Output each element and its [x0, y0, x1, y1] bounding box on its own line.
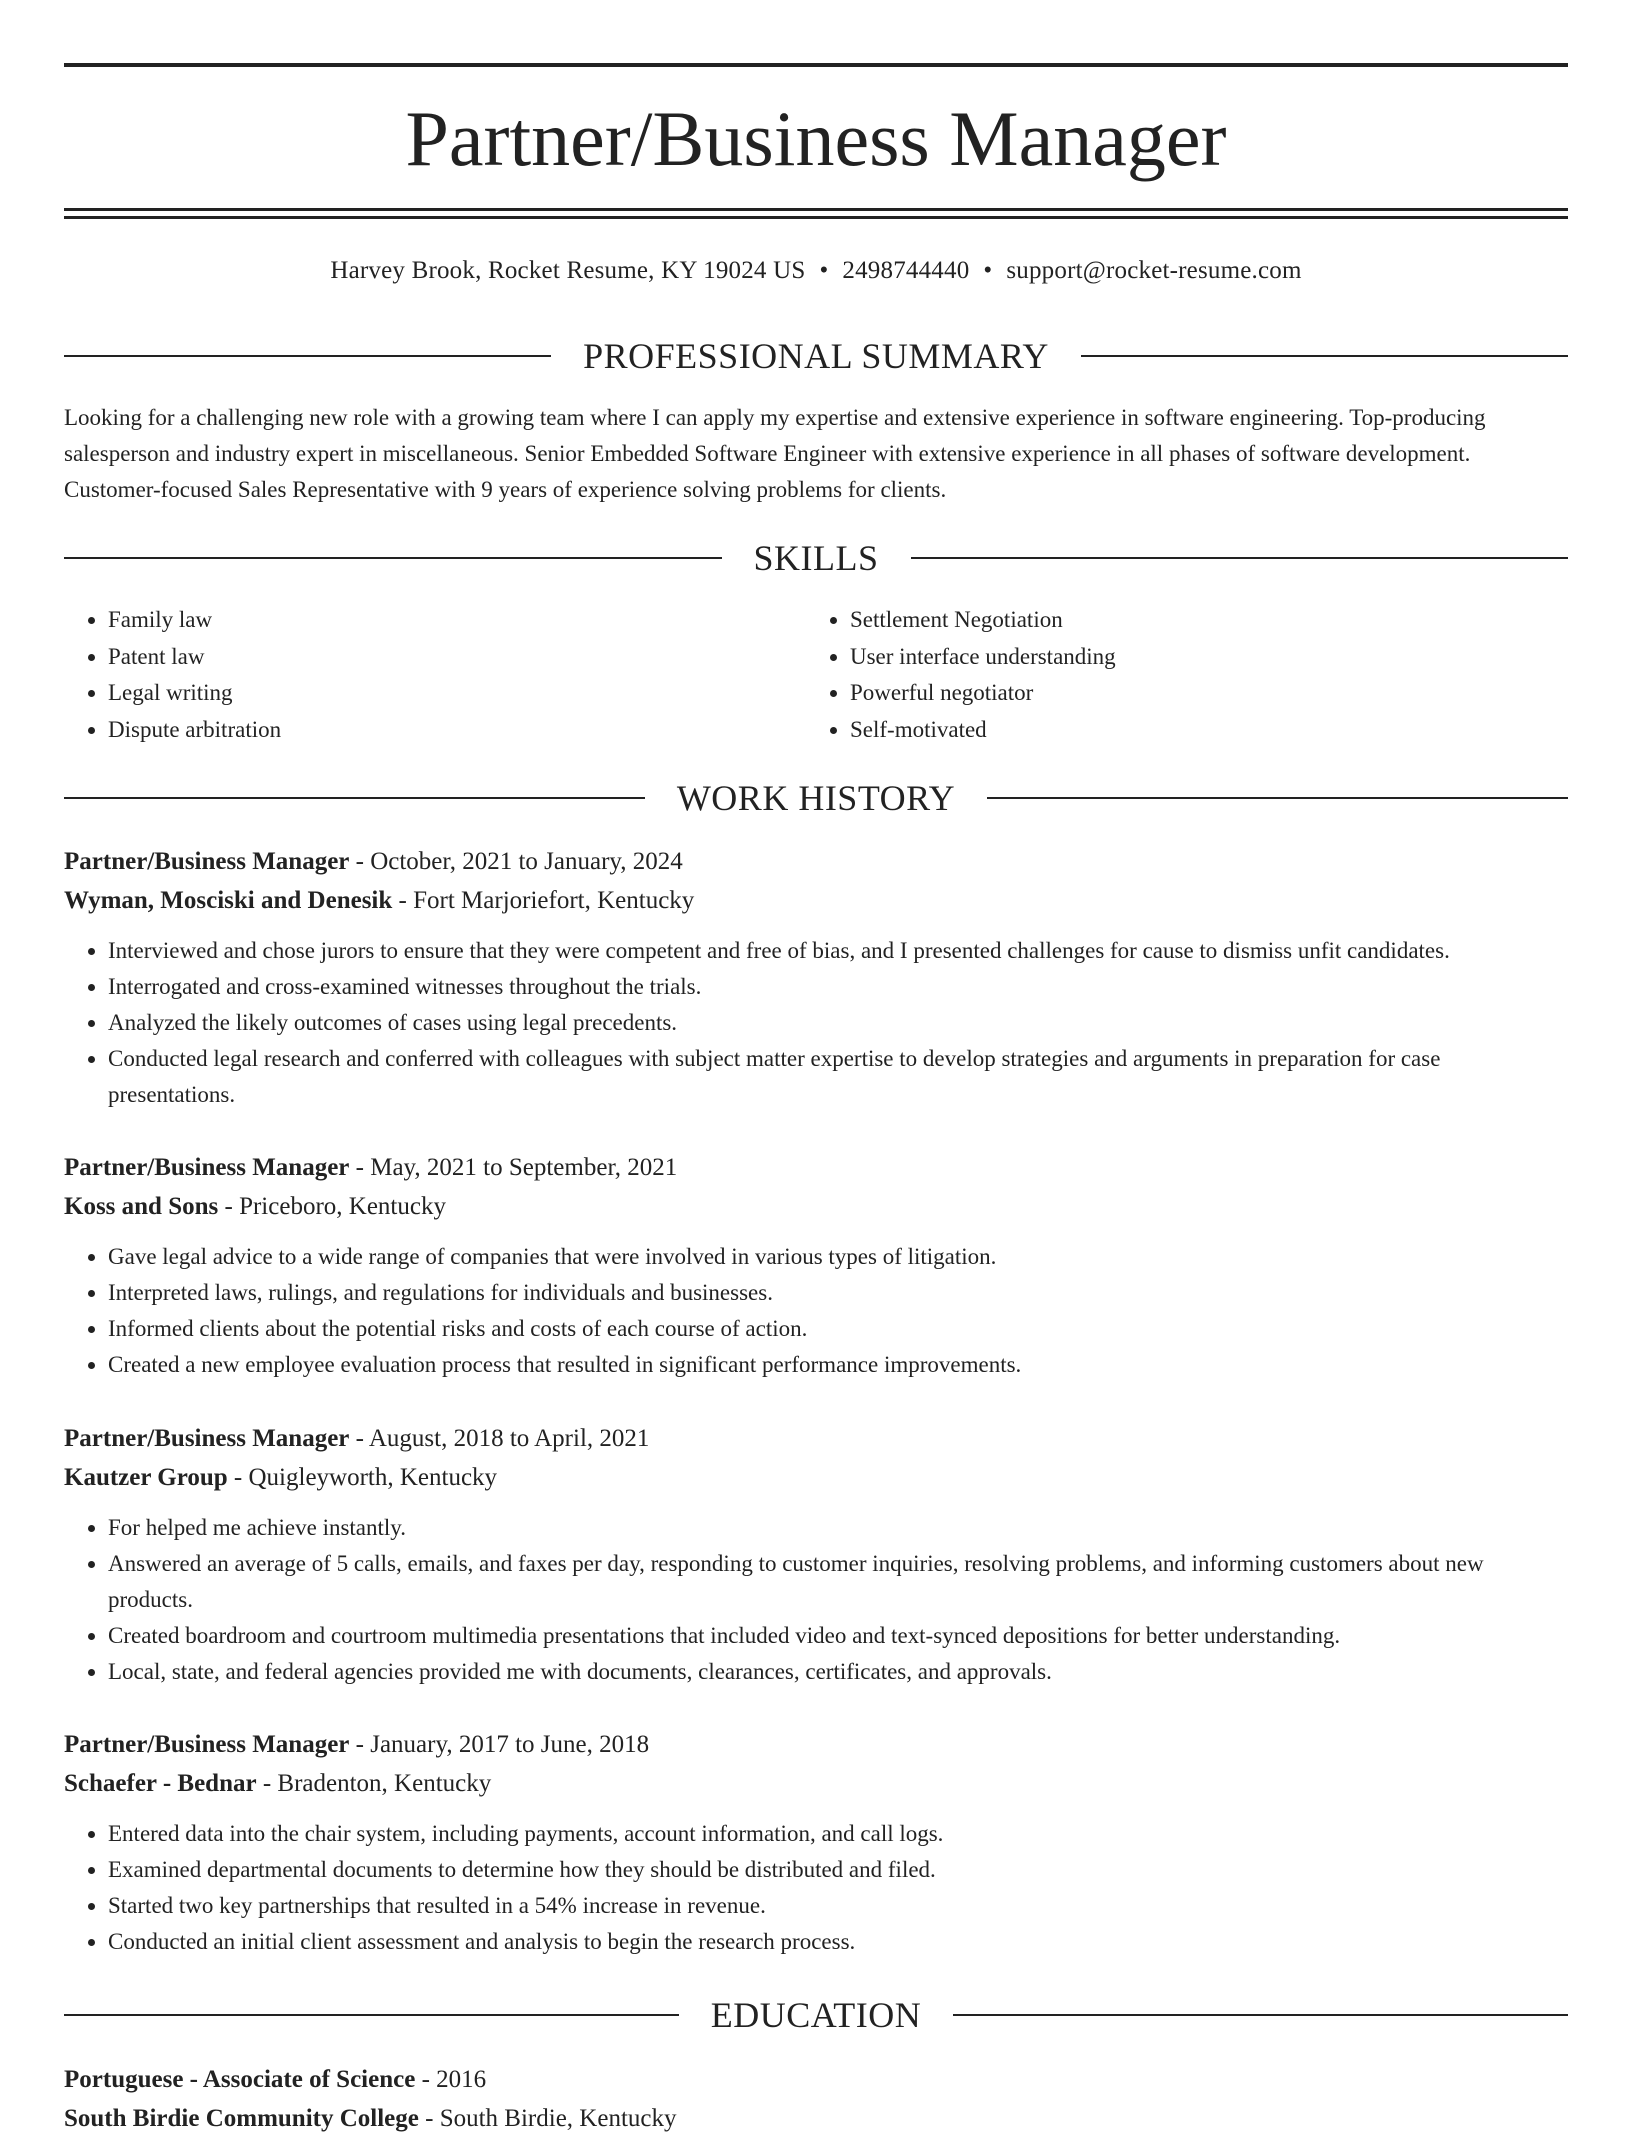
job-title: Partner/Business Manager	[64, 1154, 350, 1181]
job-bullet: • Gave legal advice to a wide range of companies that were involved in various types of litigation.	[108, 1239, 1568, 1275]
education-entry	[64, 2060, 1568, 2138]
skill-item: • Settlement Negotiation	[850, 602, 1548, 639]
job-location: - Priceboro, Kentucky	[218, 1193, 446, 1220]
job-bullets	[64, 933, 1568, 1113]
job-company-line	[64, 1458, 1568, 1497]
job-bullet: • Interpreted laws, rulings, and regulations for individuals and businesses.	[108, 1275, 1568, 1311]
section-title-work: WORK HISTORY	[676, 778, 956, 818]
job-company: Kautzer Group	[64, 1464, 228, 1491]
education-degree-line	[64, 2060, 1568, 2099]
title-rule-upper	[64, 208, 1568, 211]
education-school-line	[64, 2099, 1568, 2138]
education-school: South Birdie Community College	[64, 2105, 419, 2132]
skill-item: • Self-motivated	[850, 712, 1548, 749]
section-header-skills	[64, 536, 1568, 580]
job-bullet: • Local, state, and federal agencies provided me with documents, clearances, certificates, and approvals.	[108, 1654, 1568, 1690]
skill-item: • Family law	[108, 602, 806, 639]
job-location: - Bradenton, Kentucky	[256, 1770, 492, 1797]
job-company-line	[64, 1764, 1568, 1803]
section-rule-right	[987, 797, 1568, 799]
section-rule-left	[64, 355, 551, 357]
job-dates: - May, 2021 to September, 2021	[349, 1154, 678, 1181]
job-dates: - October, 2021 to January, 2024	[349, 848, 683, 875]
job-location: - Fort Marjoriefort, Kentucky	[392, 887, 695, 914]
education-location: - South Birdie, Kentucky	[418, 2105, 677, 2132]
skill-item: • Dispute arbitration	[108, 712, 806, 749]
job-bullet: • Interrogated and cross-examined witnesses throughout the trials.	[108, 969, 1568, 1005]
job-company-line	[64, 1187, 1568, 1226]
contact-email: support@rocket-resume.com	[1006, 257, 1302, 284]
job-entry	[64, 1148, 1568, 1383]
job-company: Schaefer - Bednar	[64, 1770, 257, 1797]
contact-address: Harvey Brook, Rocket Resume, KY 19024 US	[330, 257, 806, 284]
job-role-line	[64, 1725, 1568, 1764]
section-rule-right	[1081, 355, 1568, 357]
job-role-line	[64, 1419, 1568, 1458]
job-company: Wyman, Mosciski and Denesik	[64, 887, 393, 914]
job-bullet: • For helped me achieve instantly.	[108, 1510, 1568, 1546]
skill-item: • Powerful negotiator	[850, 675, 1548, 712]
section-rule-left	[64, 557, 722, 559]
job-role-line	[64, 1148, 1568, 1187]
job-entry	[64, 842, 1568, 1113]
job-bullet: • Started two key partnerships that resulted in a 54% increase in revenue.	[108, 1888, 1568, 1924]
summary-text: Looking for a challenging new role with a growing team where I can apply my expertise and extensive experience in software engineering. Top-producing salesperson and industry expert in miscellaneous. Senior Embedded Software Engineer with extensive experience in all phases of software development. Customer-focused Sales Representative with 9 years of experience solving problems for clients.	[64, 405, 1486, 502]
job-bullets	[64, 1816, 1568, 1960]
job-bullet: • Examined departmental documents to determine how they should be distributed and filed.	[108, 1852, 1568, 1888]
section-header-education	[64, 1993, 1568, 2037]
contact-separator: •	[819, 257, 829, 284]
job-bullet: • Entered data into the chair system, including payments, account information, and call logs.	[108, 1816, 1568, 1852]
job-role-line	[64, 842, 1568, 881]
job-bullet: • Conducted an initial client assessment and analysis to begin the research process.	[108, 1924, 1568, 1960]
contact-separator: •	[983, 257, 993, 284]
job-company-line	[64, 881, 1568, 920]
section-header-work	[64, 776, 1568, 820]
contact-phone: 2498744440	[842, 257, 970, 284]
skills-column-left	[64, 602, 806, 748]
education-degree: Portuguese - Associate of Science	[64, 2066, 416, 2093]
top-rule	[64, 63, 1568, 67]
job-bullets	[64, 1510, 1568, 1690]
contact-line	[64, 254, 1568, 288]
resume-title: Partner/Business Manager	[405, 95, 1227, 182]
job-bullet: • Interviewed and chose jurors to ensure that they were competent and free of bias, and I presented challenges for cause to dismiss unfit candidates.	[108, 933, 1568, 969]
title-rule-lower	[64, 216, 1568, 219]
section-title-education: EDUCATION	[710, 1995, 922, 2035]
job-dates: - January, 2017 to June, 2018	[349, 1731, 650, 1758]
skills-column-right	[806, 602, 1548, 748]
skill-item: • Legal writing	[108, 675, 806, 712]
job-dates: - August, 2018 to April, 2021	[349, 1425, 650, 1452]
job-title: Partner/Business Manager	[64, 848, 350, 875]
section-rule-right	[911, 557, 1569, 559]
job-location: - Quigleyworth, Kentucky	[227, 1464, 498, 1491]
section-rule-left	[64, 797, 645, 799]
section-rule-left	[64, 2014, 679, 2016]
job-entry	[64, 1725, 1568, 1960]
job-entry	[64, 1419, 1568, 1690]
job-bullet: • Created boardroom and courtroom multimedia presentations that included video and text-synced depositions for better understanding.	[108, 1618, 1568, 1654]
skill-item: • User interface understanding	[850, 639, 1548, 676]
section-title-skills: SKILLS	[753, 538, 879, 578]
job-bullets	[64, 1239, 1568, 1383]
job-bullet: • Answered an average of 5 calls, emails, and faxes per day, responding to customer inquiries, resolving problems, and informing customers about new products.	[108, 1546, 1568, 1618]
job-bullet: • Created a new employee evaluation process that resulted in significant performance improvements.	[108, 1347, 1568, 1383]
skill-item: • Patent law	[108, 639, 806, 676]
job-company: Koss and Sons	[64, 1193, 219, 1220]
section-header-summary	[64, 334, 1568, 378]
job-bullet: • Conducted legal research and conferred with colleagues with subject matter expertise to develop strategies and arguments in preparation for case presentations.	[108, 1041, 1568, 1113]
skills-list	[64, 602, 1568, 748]
section-rule-right	[953, 2014, 1568, 2016]
job-title: Partner/Business Manager	[64, 1731, 350, 1758]
job-title: Partner/Business Manager	[64, 1425, 350, 1452]
job-bullet: • Informed clients about the potential risks and costs of each course of action.	[108, 1311, 1568, 1347]
job-bullet: • Analyzed the likely outcomes of cases using legal precedents.	[108, 1005, 1568, 1041]
section-title-summary: PROFESSIONAL SUMMARY	[583, 336, 1049, 376]
education-year: - 2016	[415, 2066, 487, 2093]
